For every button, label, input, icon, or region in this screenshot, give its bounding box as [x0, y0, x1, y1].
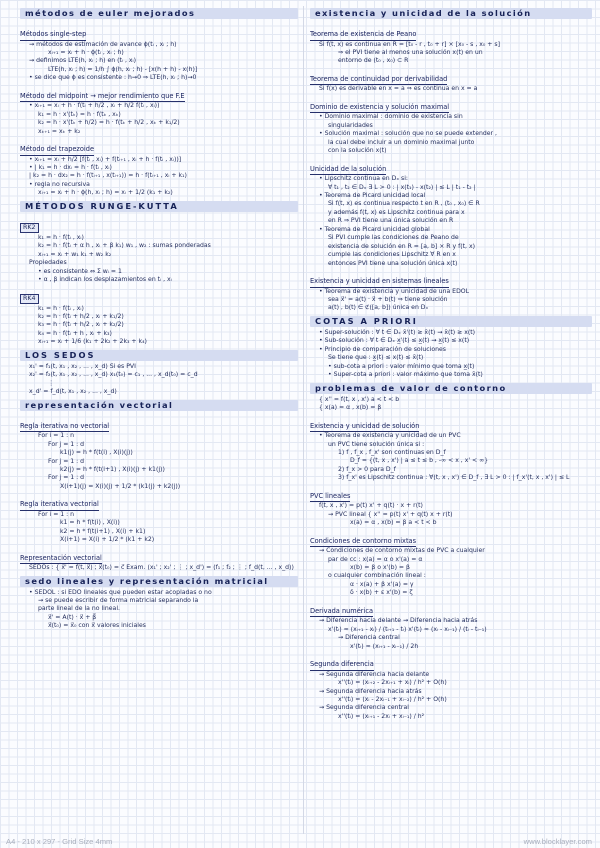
note-line: y además f(t, x) es Lipschitz continua para x — [328, 208, 465, 216]
note-line: k2(j) = h * f(t(i+1) , X(i)(j) + k1(j)) — [60, 465, 165, 473]
subheading: Unicidad de la solución — [310, 165, 386, 176]
note-line: X(i+1)(j) = X(i)(j) + 1/2 * (k1(j) + k2(j)) — [60, 482, 181, 490]
note-line: k₂ = h · x'(tₖ + h/2) = h · f(tₖ + h/2 , xₖ + k₁/2) — [38, 119, 180, 127]
subheading: Regla iterativa vectorial — [20, 500, 99, 511]
note-line: ⋮ — [48, 379, 55, 387]
note-line: o cualquier combinación lineal : — [328, 572, 426, 580]
section-heading: MÉTODOS RUNGE-KUTTA — [20, 201, 298, 212]
note-line: x⃗(t₀) = x⃗₀ con x⃗ valores iniciales — [48, 622, 146, 630]
note-line: cumple las condiciones Lipschitz ∀ R en x — [328, 251, 456, 259]
subheading: Regla iterativa no vectorial — [20, 422, 109, 433]
note-line: x''(tᵢ) = (xᵢ - 2xᵢ₋₁ + xᵢ₋₂) / h² + O(h) — [338, 696, 447, 704]
note-line: SEDOs : { x⃗' = f⃗(t, x⃗) ; x⃗(t₀) = c⃗ Exam. (x₁' ; x₂' ; ⋮ ; x_d') = (f₁ ; f₂ ; ⋮ ; f_d(t, ... , x_d)) — [29, 564, 294, 572]
note-line: • xᵢ₊₁ = xᵢ + h · f(tᵢ + h/2 , xᵢ + h/2 f(tᵢ , xᵢ)) — [29, 102, 160, 110]
note-line: • Teorema de existencia y unicidad de un PVC — [319, 432, 461, 440]
note-line: x''(tᵢ) = (xᵢ₊₂ - 2xᵢ₊₁ + xᵢ) / h² + O(h) — [338, 679, 447, 687]
note-line: • Dominio maximal : dominio de existencia sin — [319, 113, 463, 121]
note-line: δ · x(b) + ε x'(b) = ζ — [350, 589, 413, 597]
note-line: • Lipschitz continua en Dₓ si: — [319, 175, 408, 183]
subheading: Representación vectorial — [20, 554, 102, 565]
note-line: • Teorema de Picard unicidad local — [319, 191, 426, 199]
note-line: con la solución x(t) — [328, 147, 387, 155]
subheading-row — [310, 528, 592, 548]
section-heading: existencia y unicidad de la solución — [310, 8, 592, 19]
note-line: x⃗' = A(t) · x⃗ + β⃗ — [48, 613, 97, 621]
subheading-row — [310, 413, 592, 433]
subheading-row — [310, 598, 592, 618]
note-line: → PVC lineal { x'' = p(t) x' + q(t) x + r(t) — [328, 510, 453, 518]
note-line: • regla no recursiva — [29, 180, 90, 188]
subheading: Derivada numérica — [310, 607, 373, 618]
note-line: Si PVI cumple las condiciones de Peano de — [328, 234, 459, 242]
note-line: sea x⃗' = a(t) · x⃗ + b(t) ⇒ tiene solución — [328, 296, 448, 304]
note-line: k1 = h * f(t(i) , X(i)) — [60, 519, 120, 527]
section-heading: COTAS A PRIORI — [310, 316, 592, 327]
subheading: Método del midpoint → mejor rendimiento que F.E — [20, 92, 185, 103]
note-line: • Teorema de existencia y unicidad de una EDOL — [319, 287, 470, 295]
note-line: • Principio de comparación de soluciones — [319, 345, 446, 353]
note-line: par de cc : x(a) = α o x'(a) = α — [328, 555, 423, 563]
note-line: la cual debe incluir a un dominio maximal junto — [328, 138, 475, 146]
note-line: → Condiciones de contorno mixtas de PVC a cualquier — [319, 547, 485, 555]
note-line: • Super-solución : ∀ t ∈ Dₓ x̄'(t) ≥ x̄(t) → x̄(t) ≥ x(t) — [319, 328, 476, 336]
note-line: f(t, x , x') = p(t) x' + q(t) · x + r(t) — [319, 502, 423, 510]
subheading: Existencia y unicidad de solución — [310, 422, 419, 433]
subheading-row — [310, 94, 592, 114]
note-line: x'(tᵢ) ≈ (xᵢ₊₁ - xᵢ) / (tᵢ₊₁ - tᵢ) x'(tᵢ) ≈ (xᵢ - xᵢ₋₁) / (tᵢ - tᵢ₋₁) — [328, 625, 487, 633]
subheading-row — [20, 491, 298, 511]
note-line: X(i+1) = X(i) + 1/2 * (k1 + k2) — [60, 536, 155, 544]
note-line: xᵢ₊₁ = xᵢ + h · ϕ(h, xᵢ ; h) = xᵢ + 1/2 (k₁ + k₂) — [38, 189, 173, 197]
note-line: α · x(a) + β x'(a) = γ — [350, 580, 414, 588]
note-line: For i = 1 : n — [38, 510, 75, 518]
note-line: | k₂ = h · dx₂ = h · f(tᵢ₊₁ , x(tᵢ₊₁)) = h · f(tᵢ₊₁ , xᵢ + k₁) — [29, 172, 187, 180]
subheading: Teorema de continuidad por derivabilidad — [310, 75, 447, 86]
subheading-row — [20, 21, 298, 41]
note-line: x₁' = f₁(t, x₁ , x₂ , ... , x_d) Si es PVI — [29, 362, 136, 370]
note-line: x'(tᵢ) ≈ (xᵢ₊₁ - xᵢ₋₁) / 2h — [350, 642, 419, 650]
subheading: Existencia y unicidad en sistemas lineales — [310, 277, 449, 288]
subheading-row — [20, 136, 298, 156]
note-line: xᵢ₊₁ = xᵢ + w₁ k₁ + w₂ k₂ — [38, 250, 112, 258]
section-cotas-a-priori — [310, 316, 592, 380]
section-heading: problemas de valor de contorno — [310, 383, 592, 394]
note-line: singularidades — [328, 121, 373, 129]
subheading: Método del trapezoide — [20, 145, 94, 156]
method-label: RK2 — [20, 223, 39, 233]
section-heading: métodos de euler mejorados — [20, 8, 298, 19]
subheading-row — [310, 651, 592, 671]
note-line: en R ⇒ PVI tiene una única solución en R — [328, 217, 454, 225]
note-line: • Teorema de Picard unicidad global — [319, 225, 430, 233]
note-line: Se tiene que : x̲(t) ≤ x(t) ≤ x̄(t) — [328, 354, 424, 362]
note-line: k₄ = h · f(tᵢ + h , xᵢ + k₃) — [38, 329, 112, 337]
note-line: k₃ = h · f(tᵢ + h/2 , xᵢ + k₂/2) — [38, 321, 124, 329]
section-metodos-runge-kutta — [20, 201, 298, 347]
subheading-row — [310, 21, 592, 41]
note-line: k₂ = h · f(tᵢ + α h , xᵢ + β k₁) w₁ , w₂ : sumas ponderadas — [38, 242, 211, 250]
note-line: ⇒ el PVI tiene al menos una solución x(t) en un — [338, 48, 483, 56]
note-line: For j = 1 : d — [48, 440, 85, 448]
note-line: xᵢ₊₁ = xᵢ + 1/6 (k₁ + 2k₂ + 2k₃ + k₄) — [38, 338, 147, 346]
note-line: xₖ₊₁ = xₖ + k₂ — [38, 127, 81, 135]
note-line: For j = 1 : d — [48, 474, 85, 482]
note-line: x(b) = β o x'(b) = β — [350, 564, 410, 572]
note-line: x(a) = α , x(b) = β a < t < b — [350, 519, 437, 527]
note-line: 3) f_x' es Lipschitz continua : ∀(t, x , x') ∈ D_f , ∃ L > 0 : | f_x'(t, x , x') | ≤ L — [338, 474, 570, 482]
note-line: { x(a) = α , x(b) = β — [319, 404, 382, 412]
section-metodos-de-euler-mejorados — [20, 8, 298, 198]
section-heading: LOS SEDOS — [20, 350, 298, 361]
subheading-row — [310, 483, 592, 503]
subheading-row — [310, 156, 592, 176]
paper-format-label: A4 - 210 x 297 - Grid Size 4mm — [6, 837, 113, 846]
note-line: • Solución maximal : solución que no se puede extender , — [319, 130, 497, 138]
note-line: k1(j) = h * f(t(i) , X(i)(j)) — [60, 449, 133, 457]
note-line: k₁ = h · x'(tₖ) = h · f(tₖ , xₖ) — [38, 110, 121, 118]
website-label: www.blocklayer.com — [523, 837, 592, 846]
note-line: → definimos LTE(h, xᵢ ; h) en (tᵢ , xᵢ) — [29, 57, 136, 65]
note-line: • xᵢ₊₁ = xᵢ + h/2 [f(tᵢ , xᵢ) + f(tᵢ₊₁ , xᵢ + h · f(tᵢ , xᵢ))] — [29, 155, 182, 163]
section-heading: representación vectorial — [20, 400, 298, 411]
note-line: D_f = {(t, x , x') | a ≤ t ≤ b , -∞ < x , x' < ∞} — [350, 457, 489, 465]
note-line: • SEDOL : si EDO lineales que pueden estar acopladas o no — [29, 588, 212, 596]
column-divider — [303, 6, 304, 834]
note-line: k₁ = h · f(tᵢ , xᵢ) — [38, 233, 84, 241]
method-label-row — [20, 285, 298, 305]
note-line: x_d' = f_d(t, x₁ , x₂ , ... , x_d) — [29, 388, 117, 396]
subheading-row — [20, 545, 298, 565]
subheading: PVC lineales — [310, 492, 350, 503]
subheading: Teorema de existencia de Peano — [310, 30, 416, 41]
note-line: x₂' = f₂(t, x₁ , x₂ , ... , x_d) x₁(t₀) = c₁ , ... , x_d(t₀) = c_d — [29, 371, 198, 379]
note-line: → se puede escribir de forma matricial separando la — [38, 597, 199, 605]
left-column — [20, 6, 298, 834]
note-line: a(t) , b(t) ∈ ℭ([a, b]) única en Dₓ — [328, 304, 429, 312]
method-label: RK4 — [20, 294, 39, 304]
note-line: k₁ = h · f(tᵢ , xᵢ) — [38, 304, 84, 312]
note-line: → Diferencia hacia delante → Diferencia hacia atrás — [319, 617, 478, 625]
note-line: • es consistente ⇔ Σ wᵢ = 1 — [38, 267, 122, 275]
note-line: → Segunda diferencia hacia atrás — [319, 687, 422, 695]
subheading-row — [310, 66, 592, 86]
subheading: Dominio de existencia y solución maximal — [310, 103, 449, 114]
right-column — [310, 6, 592, 834]
note-line: • α , β indican los desplazamientos en tᵢ , xᵢ — [38, 276, 172, 284]
note-line: • | k₁ = h · dxᵢ = h · f(tᵢ , xᵢ) — [29, 164, 112, 172]
note-line: 2) f_x > 0 para D_f — [338, 465, 396, 473]
note-line: Si f(t, x) es continua en R = [t₀ - r , t₀ + r] × [x₀ - s , x₀ + s] — [319, 40, 500, 48]
subheading-row — [20, 83, 298, 103]
section-los-sedos — [20, 350, 298, 397]
note-line: existencia de solución en R = [a, b] × R y f(t, x) — [328, 242, 475, 250]
section-problemas-de-valor-de-contorno — [310, 383, 592, 722]
note-line: parte lineal de la no lineal. — [38, 605, 120, 613]
note-line: x''(tᵢ) = (xᵢ₊₁ - 2xᵢ + xᵢ₋₁) / h² — [338, 712, 425, 720]
section-existencia-y-unicidad-de-la-solucion — [310, 8, 592, 313]
note-line: { x'' = f(t, x , x') a < t < b — [319, 395, 400, 403]
note-line: Propiedades — [29, 259, 67, 267]
note-line: For i = 1 : n — [38, 432, 75, 440]
note-line: → Segunda diferencia hacia delante — [319, 670, 430, 678]
note-line: • Sub-solución : ∀ t ∈ Dₓ x̲'(t) ≤ x̲(t) → x̲(t) ≤ x(t) — [319, 337, 470, 345]
subheading: Condiciones de contorno mixtas — [310, 537, 416, 548]
subheading: Segunda diferencia — [310, 660, 374, 671]
note-line: un PVC tiene solución única si : — [328, 440, 425, 448]
note-line: → métodos de estimación de avance ϕ(tᵢ , xᵢ ; h) — [29, 40, 177, 48]
note-line: k2 = h * f(t(i+1) , X(i) + k1) — [60, 527, 146, 535]
note-line: xᵢ₊₁ = xᵢ + h · ϕ(tᵢ , xᵢ ; h) — [48, 48, 124, 56]
note-line: For j = 1 : d — [48, 457, 85, 465]
note-line: → Segunda diferencia central — [319, 704, 409, 712]
note-line: ∀ t₁ , t₂ ∈ Dₓ ∃ L > 0 : | x(t₁) - x(t₂) | ≤ L | t₁ - t₂ | — [328, 183, 476, 191]
section-sedo-lineales-y-representacion-matricial — [20, 576, 298, 631]
note-line: • sub-cota a priori : valor mínimo que toma x̲(t) — [328, 362, 475, 370]
note-line: entorno de (t₀ , x₀) ⊂ R — [338, 57, 409, 65]
subheading: Métodos single-step — [20, 30, 86, 41]
note-line: LTE(h, xᵢ ; h) = 1/h ∫ ϕ(h, xᵢ ; h) - [x(h + h) - x(h)] — [48, 65, 198, 73]
note-line: • Super-cota a priori : valor máximo que toma x̄(t) — [328, 371, 483, 379]
note-line: k₂ = h · f(tᵢ + h/2 , xᵢ + k₁/2) — [38, 313, 124, 321]
note-line: 1) f , f_x , f_x' son continuas en D_f — [338, 448, 446, 456]
section-representacion-vectorial — [20, 400, 298, 573]
subheading-row — [310, 268, 592, 288]
note-line: → Diferencia central — [338, 634, 400, 642]
subheading-row — [20, 413, 298, 433]
section-heading: sedo lineales y representación matricial — [20, 576, 298, 587]
method-label-row — [20, 214, 298, 234]
note-line: Si f(t, x) es continua respecto t en R , (t₀ , x₀) ∈ R — [328, 200, 480, 208]
note-line: Si f(x) es derivable en x = a ⇒ es continua en x = a — [319, 85, 478, 93]
note-line: entonces PVI tiene una solución única x(t) — [328, 259, 458, 267]
note-line: • se dice que ϕ es consistente : h→0 ⇒ LTE(h, xᵢ ; h)→0 — [29, 74, 197, 82]
